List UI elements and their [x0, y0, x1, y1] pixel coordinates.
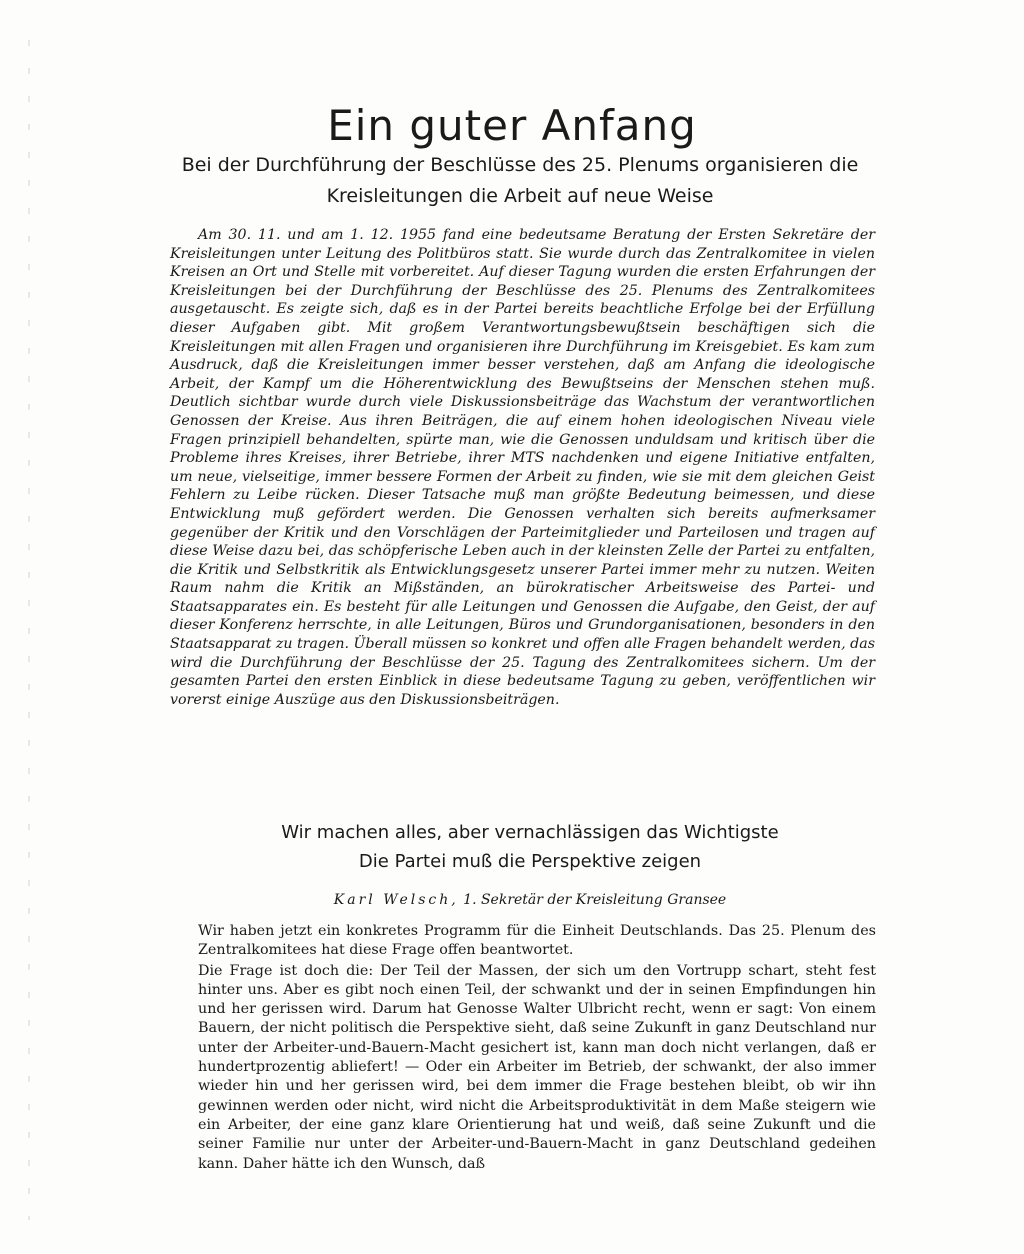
contribution-title: [200, 818, 860, 876]
contribution-title-line-1: Wir machen alles, aber vernachlässigen das Wichtigste: [281, 822, 779, 843]
author-role: 1. Sekretär der Kreisleitung Gransee: [463, 892, 727, 908]
article-subtitle: [150, 150, 890, 212]
body-paragraph: Die Frage ist doch die: Der Teil der Massen, der sich um den Vortrupp schart, steht fest hinter uns. Aber es gibt noch einen Teil, der schwankt und der in seinen Empfindungen hin und her gerissen wird. Darum hat Genosse Walter Ulbricht recht, wenn er sagt: Von einem Bauern, der nicht politisch die Perspektive sieht, daß seine Zukunft in ganz Deutschland nur unter der Arbeiter-und-Bauern-Macht gesichert ist, kann man doch nicht verlangen, daß er hundertprozentig abliefert! — Oder ein Arbeiter im Betrieb, der schwankt, der also immer wieder hin und her gerissen wird, bei dem immer die Frage bestehen bleibt, ob wir ihn gewinnen werden oder nicht, wird nicht die Arbeitsproduktivität in dem Maße steigern wie ein Arbeiter, der eine ganz klare Orientierung hat und weiß, daß seine Zukunft und die seiner Familie nur unter der Arbeiter-und-Bauern-Macht in ganz Deutschland gedeihen kann. Daher hätte ich den Wunsch, daß: [198, 962, 876, 1172]
article-intro: Am 30. 11. und am 1. 12. 1955 fand eine bedeutsame Beratung der Ersten Sekretäre der Kreisleitungen unter Leitung des Politbüros statt. Sie wurde durch das Zentralkomitee in vielen Kreisen an Ort und Stelle mit vorbereitet. Auf dieser Tagung wurden die ersten Erfahrungen der Kreisleitungen bei der Durchführung der Beschlüsse des 25. Plenums des Zentralkomitees ausgetauscht. Es zeigte sich, daß es in der Partei bereits beachtliche Erfolge bei der Erfüllung dieser Aufgaben gibt. Mit großem Verantwortungsbewußtsein beschäftigen sich die Kreisleitungen mit allen Fragen und organisieren ihre Durchführung im Kreisgebiet. Es kam zum Ausdruck, daß die Kreisleitungen immer besser verstehen, daß am Anfang die ideologische Arbeit, der Kampf um die Höherentwicklung des Bewußtseins der Menschen stehen muß. Deutlich sichtbar wurde durch viele Diskussionsbeiträge das Wachstum der verantwortlichen Genossen der Kreise. Aus ihren Beiträgen, die auf einem hohen ideologischen Niveau viele Fragen prinzipiell behandelten, spürte man, wie die Genossen unduldsam und kritisch über die Probleme ihres Kreises, ihrer Betriebe, ihrer MTS nachdenken und eigene Initiative entfalten, um neue, vielseitige, immer bessere Formen der Arbeit zu finden, wie sie mit dem gleichen Geist Fehlern zu Leibe rücken. Dieser Tatsache muß man größte Bedeutung beimessen, und diese Entwicklung muß gefördert werden. Die Genossen verhalten sich bereits aufmerksamer gegenüber der Kritik und den Vorschlägen der Parteimitglieder und Parteilosen und tragen auf diese Weise dazu bei, das schöpferische Leben auch in der kleinsten Zelle der Partei zu entfalten, die Kritik und Selbstkritik als Entwicklungsgesetz unserer Partei immer mehr zu nutzen. Weiten Raum nahm die Kritik an Mißständen, an bürokratischer Arbeitsweise des Partei- und Staatsapparates ein. Es besteht für alle Leitungen und Genossen die Aufgabe, den Geist, der auf dieser Konferenz herrschte, in alle Leitungen, Büros und Grundorganisationen, besonders in den Staatsapparat zu tragen. Überall müssen so konkret und offen alle Fragen behandelt werden, das wird die Durchführung der Beschlüsse der 25. Tagung des Zentralkomitees sichern. Um der gesamten Partei den ersten Einblick in diese bedeutsame Tagung zu geben, veröffentlichen wir vorerst einige Auszüge aus den Diskussionsbeiträgen.: [170, 227, 875, 708]
scan-edge-mark: [28, 40, 30, 1220]
contribution-author: [200, 890, 860, 910]
article-title: Ein guter Anfang: [327, 101, 697, 150]
contribution-body: [198, 922, 876, 1175]
body-paragraph: Wir haben jetzt ein konkretes Programm für die Einheit Deutschlands. Das 25. Plenum des Zentralkomitees hat diese Frage offen beantwortet.: [198, 923, 876, 959]
contribution-title-line-2: Die Partei muß die Perspektive zeigen: [358, 851, 702, 872]
article-subtitle-line-2: Kreisleitungen die Arbeit auf neue Weise: [326, 185, 714, 207]
author-name: Karl Welsch,: [333, 892, 459, 908]
article-subtitle-line-1: Bei der Durchführung der Beschlüsse des 25. Plenums organisieren die: [181, 154, 859, 176]
